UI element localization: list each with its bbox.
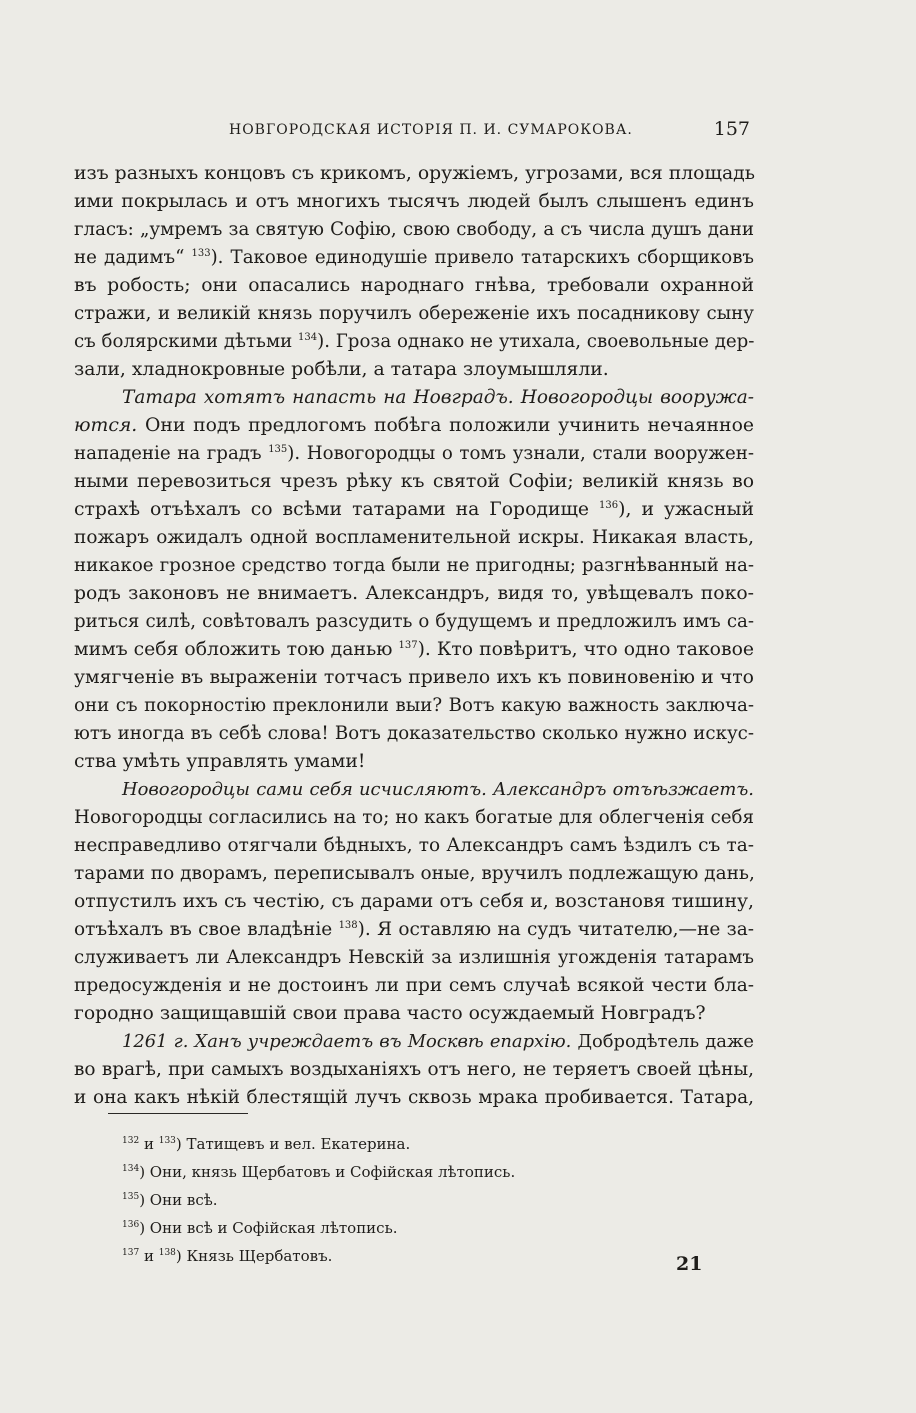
text-line [74, 384, 754, 412]
footnote-reference: 134 [122, 1164, 140, 1174]
text-run: гласъ: „умремъ за святую Софію, свою свободу, а съ числа душъ дани [74, 219, 754, 240]
text-run: ) Они всѣ и Софійская лѣтопись. [139, 1219, 398, 1237]
text-line [74, 160, 754, 188]
text-run: несправедливо отягчали бѣдныхъ, то Александръ самъ ѣздилъ съ та- [74, 835, 754, 856]
footnote-reference: 135 [268, 444, 288, 455]
text-run: нападеніе на градъ [74, 443, 269, 464]
text-line [74, 608, 754, 636]
text-run: страхѣ отъѣхалъ со всѣми татарами на Городище [74, 499, 600, 520]
text-line [74, 944, 754, 972]
footnote-reference: 138 [158, 1248, 176, 1258]
text-run: отъѣхалъ въ свое владѣніе [74, 919, 339, 940]
footnote-reference: 134 [298, 332, 318, 343]
text-line [74, 720, 754, 748]
footnote-reference: 135 [122, 1192, 140, 1202]
text-line [74, 916, 754, 944]
text-line [74, 244, 754, 272]
footnote-reference: 138 [338, 920, 358, 931]
text-line [74, 888, 754, 916]
text-line [74, 1028, 754, 1056]
text-run: ) Татищевъ и вел. Екатерина. [175, 1135, 411, 1153]
text-line [74, 860, 754, 888]
text-run: и [139, 1247, 159, 1265]
marginal-heading: ются. [74, 415, 138, 436]
text-run: съ болярскими дѣтьми [74, 331, 299, 352]
text-run: Новогородцы согласились на то; но какъ богатые для облегченія себя [74, 807, 754, 828]
text-run: во врагѣ, при самыхъ воздыханіяхъ отъ него, не теряетъ своей цѣны, [74, 1059, 754, 1080]
footnote [122, 1158, 515, 1186]
main-text [74, 160, 754, 1112]
text-line [74, 1000, 754, 1028]
text-run: и она какъ нѣкій блестящій лучъ сквозь мрака пробивается. Татара, [74, 1087, 754, 1108]
text-run: стражи, и великій князь поручилъ обереженіе ихъ посадникову сыну [74, 303, 754, 324]
footnote [122, 1130, 515, 1158]
text-line [74, 188, 754, 216]
text-line [74, 1056, 754, 1084]
text-run: и [139, 1135, 159, 1153]
text-run: они съ покорностію преклонили выи? Вотъ какую важность заключа- [74, 695, 754, 716]
footnote [122, 1214, 515, 1242]
text-run: изъ разныхъ концовъ съ крикомъ, оружіемъ, угрозами, вся площадь [74, 163, 755, 184]
text-run: тарами по дворамъ, переписывалъ оные, вручилъ подлежащую дань, [74, 863, 755, 884]
text-line [74, 496, 754, 524]
text-line [74, 832, 754, 860]
marginal-heading: Татара хотятъ напасть на Новградъ. Новогородцы вооружа- [122, 387, 754, 408]
text-run: ) Они, князь Щербатовъ и Софійская лѣтопись. [139, 1163, 516, 1181]
text-run: родъ законовъ не внимаетъ. Александръ, видя то, увѣщевалъ поко- [74, 583, 754, 604]
running-head: НОВГОРОДСКАЯ ИСТОРІЯ П. И. СУМАРОКОВА. [229, 122, 633, 138]
text-line [74, 468, 754, 496]
text-line [74, 328, 754, 356]
text-run: Добродѣтель даже [571, 1031, 754, 1052]
text-run: ими покрылась и отъ многихъ тысячъ людей былъ слышенъ единъ [74, 191, 754, 212]
text-run: ). Таковое единодушіе привело татарскихъ сборщиковъ [210, 247, 755, 268]
marginal-heading: 1261 г. Ханъ учреждаетъ въ Москвѣ епархію. [122, 1031, 572, 1052]
text-run: зали, хладнокровные робѣли, а татара злоумышляли. [74, 359, 609, 380]
text-run: ). Кто повѣритъ, что одно таковое [417, 639, 754, 660]
text-line [74, 748, 754, 776]
text-line [74, 552, 754, 580]
text-run: Они подъ предлогомъ побѣга положили учинить нечаянное [137, 415, 754, 436]
text-run: ютъ иногда въ себѣ слова! Вотъ доказательство сколько нужно искус- [74, 723, 754, 744]
footnote-reference: 136 [122, 1220, 140, 1230]
text-run: пожаръ ожидалъ одной воспламенительной искры. Никакая власть, [74, 527, 754, 548]
footnote-reference: 137 [122, 1248, 140, 1258]
text-run: умягченіе въ выраженіи тотчасъ привело ихъ къ повиновенію и что [74, 667, 754, 688]
page-header [74, 118, 754, 144]
footnote-reference: 137 [398, 640, 418, 651]
text-run: городно защищавшій свои права часто осуждаемый Новградъ? [74, 1003, 706, 1024]
text-line [74, 580, 754, 608]
text-run: ) Князь Щербатовъ. [175, 1247, 333, 1265]
footnote [122, 1186, 515, 1214]
footnote [122, 1242, 515, 1270]
footnotes [122, 1130, 515, 1270]
footnote-reference: 133 [191, 248, 211, 259]
text-line [74, 412, 754, 440]
printer-signature-mark: 21 [676, 1253, 703, 1275]
text-line [74, 216, 754, 244]
text-run: не дадимъ“ [74, 247, 192, 268]
text-line [74, 776, 754, 804]
text-line [74, 524, 754, 552]
text-line [74, 356, 754, 384]
text-run: отпустилъ ихъ съ честію, съ дарами отъ себя и, возстановя тишину, [74, 891, 754, 912]
page-number: 157 [713, 118, 750, 140]
text-run: ными перевозиться чрезъ рѣку къ святой Софіи; великій князь во [74, 471, 754, 492]
text-line [74, 440, 754, 468]
text-line [74, 1084, 754, 1112]
text-run: ) Они всѣ. [139, 1191, 218, 1209]
text-line [74, 664, 754, 692]
text-line [74, 972, 754, 1000]
text-line [74, 804, 754, 832]
text-run: ства умѣть управлять умами! [74, 751, 366, 772]
text-line [74, 272, 754, 300]
text-run: ). Я оставляю на судъ читателю,—не за- [357, 919, 754, 940]
text-run: предосужденія и не достоинъ ли при семъ случаѣ всякой чести бла- [74, 975, 754, 996]
footnote-reference: 132 [122, 1136, 140, 1146]
text-run: ). Гроза однако не утихала, своевольные дер- [317, 331, 755, 352]
text-run: риться силѣ, совѣтовалъ разсудить о будущемъ и предложилъ имъ са- [74, 611, 754, 632]
footnote-reference: 133 [158, 1136, 176, 1146]
text-run: ), и ужасный [618, 499, 754, 520]
footnote-reference: 136 [599, 500, 619, 511]
marginal-heading: Новогородцы сами себя исчисляютъ. Александръ отъѣзжаетъ. [122, 779, 754, 800]
text-run: никакое грозное средство тогда были не пригодны; разгнѣванный на- [74, 555, 754, 576]
footnote-rule [108, 1113, 248, 1114]
text-run: служиваетъ ли Александръ Невскій за излишнія угожденія татарамъ [74, 947, 754, 968]
text-run: мимъ себя обложить тою данью [74, 639, 399, 660]
text-line [74, 300, 754, 328]
text-run: въ робость; они опасались народнаго гнѣва, требовали охранной [74, 275, 754, 296]
text-run: ). Новогородцы о томъ узнали, стали вооружен- [287, 443, 754, 464]
text-line [74, 636, 754, 664]
text-line [74, 692, 754, 720]
